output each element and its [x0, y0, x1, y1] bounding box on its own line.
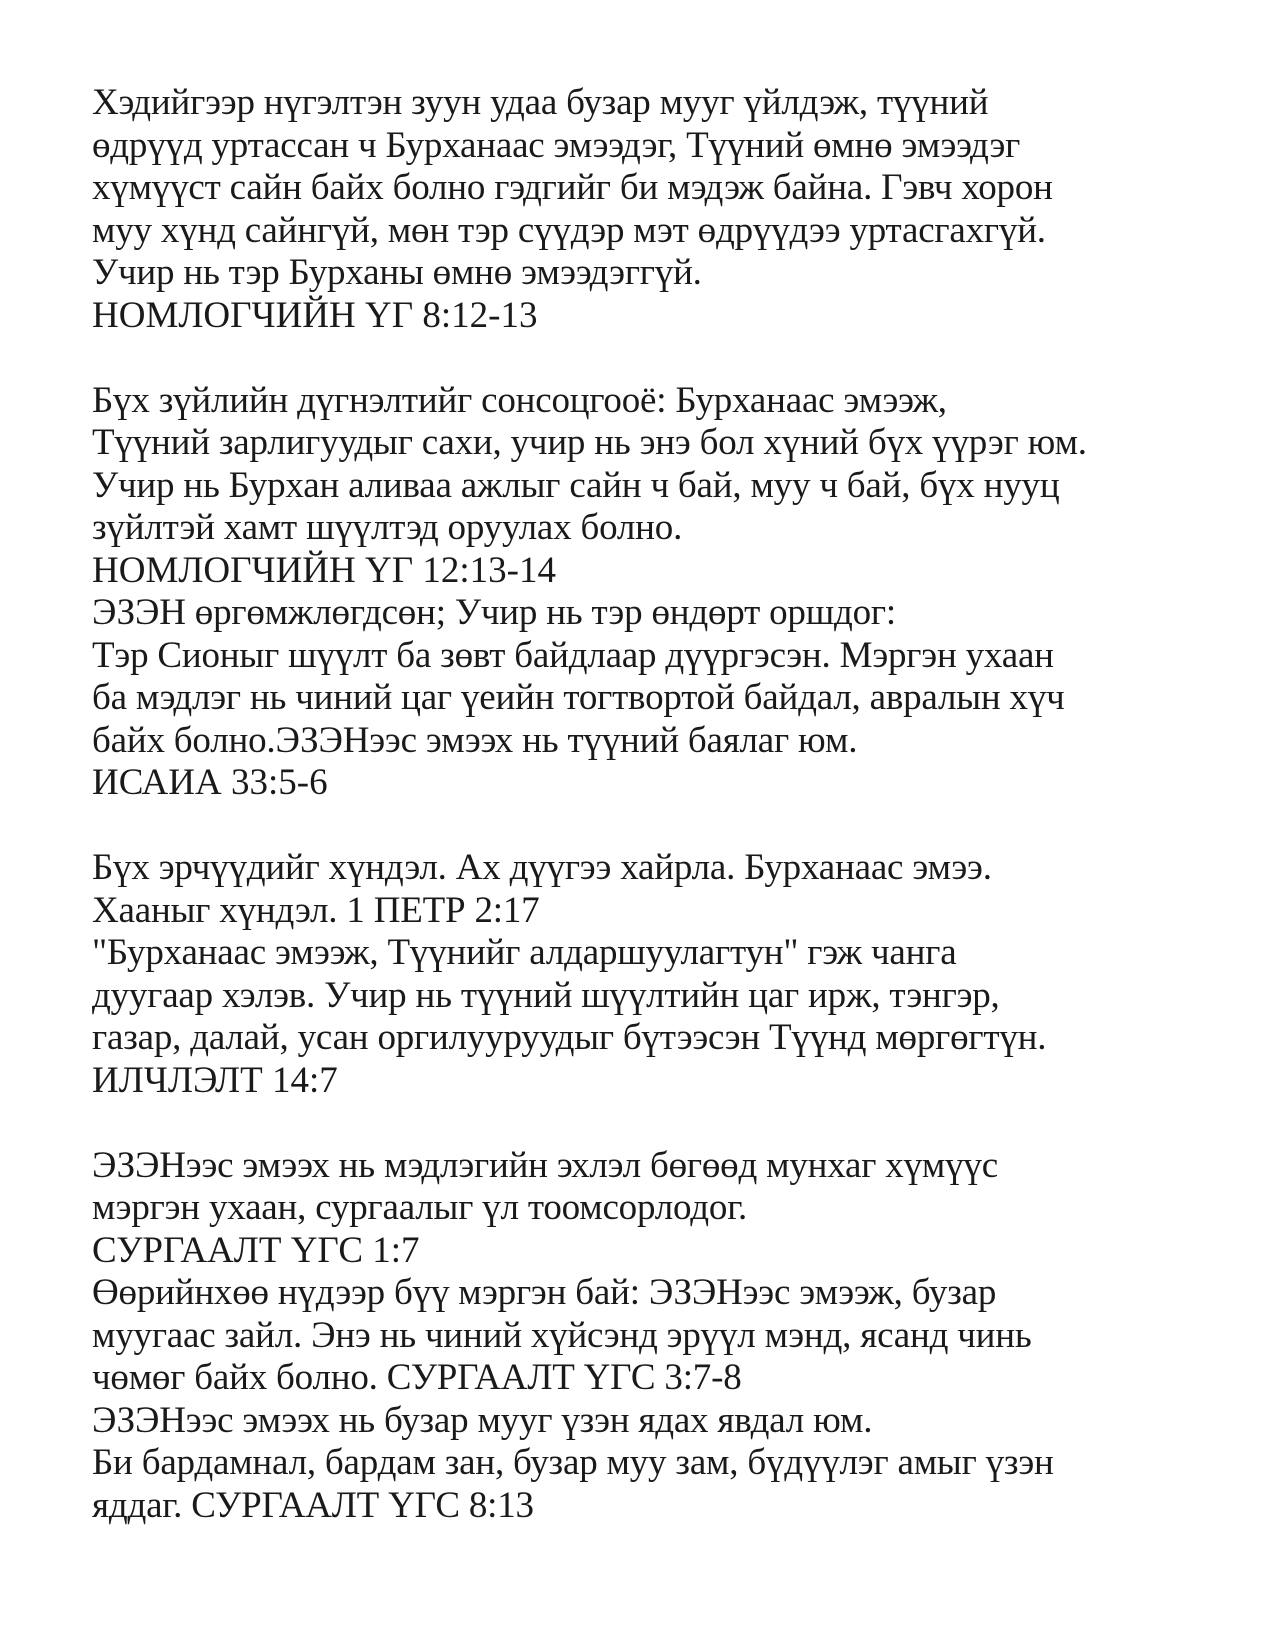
passage-4	[92, 1145, 1222, 1528]
text-line: Би бардамнал, бардам зан, бузар муу зам, бүдүүлэг амыг үзэн	[92, 1442, 1054, 1483]
text-line: зүйлтэй хамт шүүлтэд оруулах болно.	[92, 507, 683, 548]
text-line: өдрүүд уртассан ч Бурханаас эмээдэг, Түүний өмнө эмээдэг	[92, 124, 1021, 166]
text-line: Тэр Сионыг шүүлт ба зөвт байдлаар дүүргэсэн. Мэргэн ухаан	[92, 634, 1054, 676]
text-line: байх болно.ЭЗЭНээс эмээх нь түүний баялаг юм.	[92, 719, 858, 761]
paragraph-gap	[92, 805, 1222, 848]
text-line: "Бурханаас эмээж, Түүнийг алдаршуулагтун" гэж чанга	[92, 932, 957, 973]
text-line: Өөрийнхөө нүдээр бүү мэргэн бай: ЭЗЭНээс эмээж, бузар	[92, 1272, 997, 1313]
scripture-reference: ИЛЧЛЭЛТ 14:7	[92, 1059, 338, 1101]
scripture-reference: СУРГААЛТ ҮГС 1:7	[92, 1229, 420, 1271]
passage-3	[92, 847, 1222, 1102]
passage-2	[92, 380, 1222, 805]
text-line: чөмөг байх болно. СУРГААЛТ ҮГС 3:7-8	[92, 1357, 742, 1398]
text-line: ЭЗЭНээс эмээх нь мэдлэгийн эхлэл бөгөөд мунхаг хүмүүс	[92, 1144, 998, 1186]
text-line: муу хүнд сайнгүй, мөн тэр сүүдэр мэт өдрүүдээ уртасгахгүй.	[92, 209, 1046, 251]
passage-1	[92, 82, 1222, 337]
text-line: Хэдийгээр нүгэлтэн зуун удаа бузар мууг үйлдэж, түүний	[92, 82, 989, 123]
document-page	[92, 82, 1222, 1527]
paragraph-gap	[92, 1102, 1222, 1145]
text-line: Бүх эрчүүдийг хүндэл. Ах дүүгээ хайрла. Бурханаас эмээ.	[92, 847, 992, 888]
scripture-reference: НОМЛОГЧИЙН ҮГ 12:13-14	[92, 549, 556, 591]
text-line: хүмүүст сайн байх болно гэдгийг би мэдэж байна. Гэвч хорон	[92, 167, 1053, 208]
text-line: дуугаар хэлэв. Учир нь түүний шүүлтийн цаг ирж, тэнгэр,	[92, 974, 1000, 1016]
scripture-reference: НОМЛОГЧИЙН ҮГ 8:12-13	[92, 294, 538, 336]
text-line: мэргэн ухаан, сургаалыг үл тоомсорлодог.	[92, 1187, 748, 1228]
text-line: яддаг. СУРГААЛТ ҮГС 8:13	[92, 1484, 534, 1526]
scripture-reference: ИСАИА 33:5-6	[92, 762, 328, 803]
text-line: ЭЗЭН өргөмжлөгдсөн; Учир нь тэр өндөрт оршдог:	[92, 592, 896, 633]
text-line: Учир нь Бурхан аливаа ажлыг сайн ч бай, муу ч бай, бүх нууц	[92, 464, 1060, 506]
text-line: Түүний зарлигуудыг сахи, учир нь энэ бол хүний бүх үүрэг юм.	[92, 422, 1087, 463]
text-line: муугаас зайл. Энэ нь чиний хүйсэнд эрүүл мэнд, ясанд чинь	[92, 1314, 1032, 1356]
paragraph-gap	[92, 337, 1222, 380]
text-line: Хааныг хүндэл. 1 ПЕТР 2:17	[92, 889, 540, 931]
text-line: Бүх зүйлийн дүгнэлтийг сонсоцгооё: Бурханаас эмээж,	[92, 379, 947, 421]
text-line: газар, далай, усан оргилууруудыг бүтээсэн Түүнд мөргөгтүн.	[92, 1017, 1047, 1058]
text-line: ЭЗЭНээс эмээх нь бузар мууг үзэн ядах явдал юм.	[92, 1399, 873, 1441]
text-line: ба мэдлэг нь чиний цаг үеийн тогтвортой байдал, авралын хүч	[92, 677, 1065, 718]
text-line: Учир нь тэр Бурханы өмнө эмээдэггүй.	[92, 252, 702, 293]
